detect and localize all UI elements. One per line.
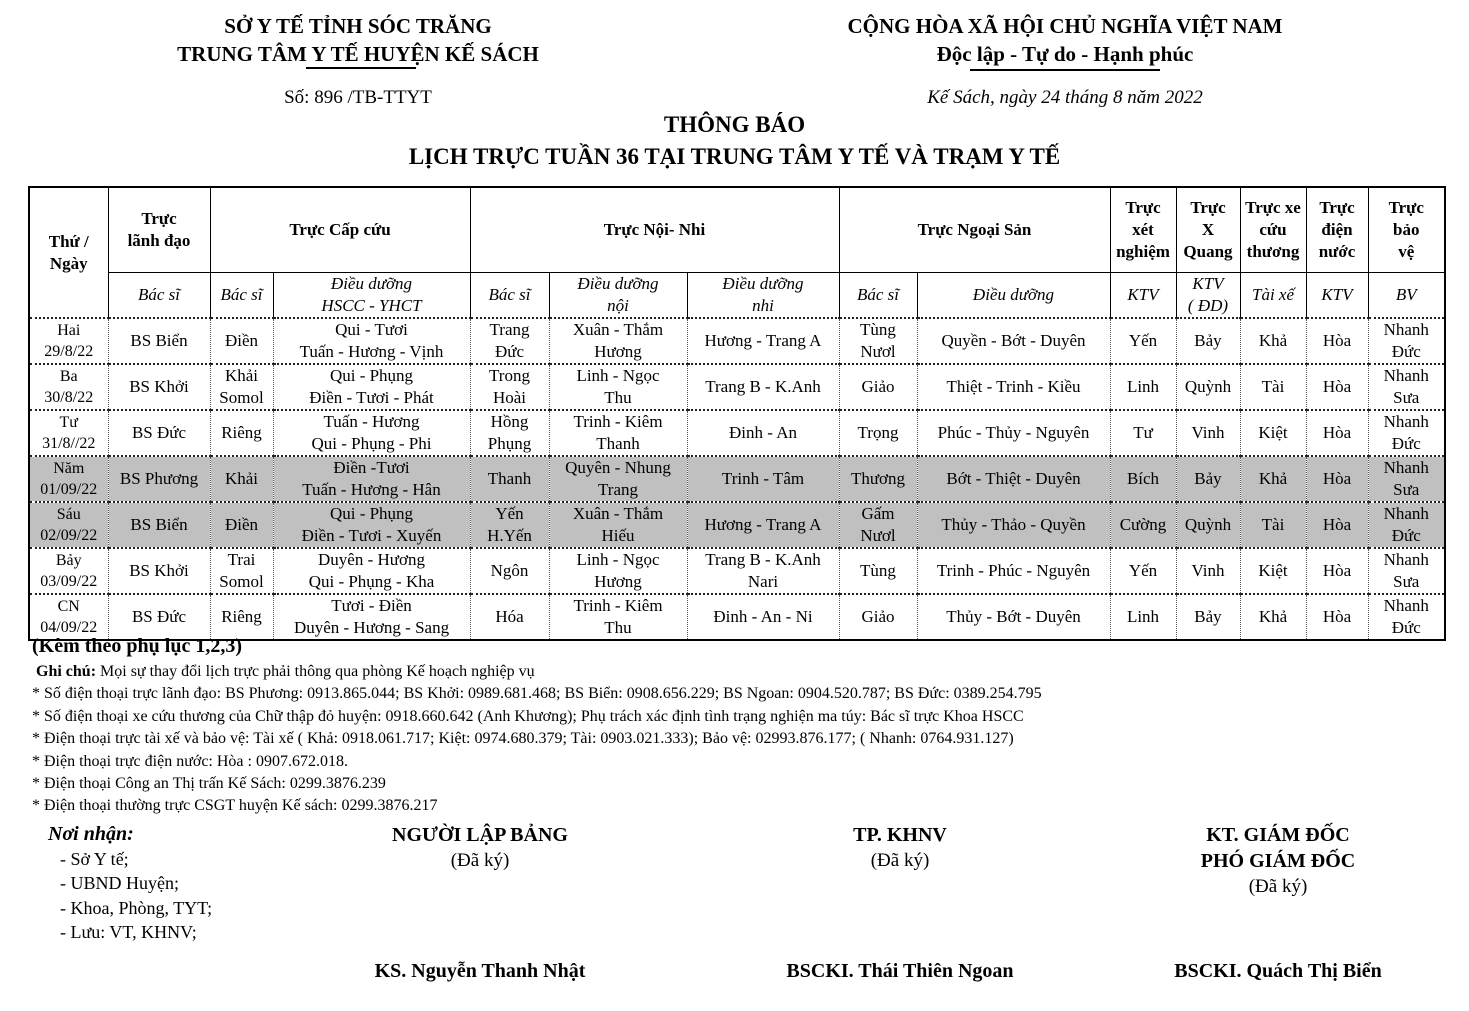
- signed-mark: (Đã ký): [450, 850, 510, 871]
- note-leader-phones: * Số điện thoại trực lãnh đạo: BS Phương: 0913.865.044; BS Khởi: 0989.681.468; BS Biển: 0908.656.229; BS Ngoan: 0904.520.787; BS Đức: 0389.254.795: [32, 685, 1042, 703]
- cell-driver: Tài: [1240, 364, 1306, 410]
- cell-surgery-nurses: Quyền - Bớt - Duyên: [917, 318, 1110, 364]
- col-day: Thứ / Ngày: [29, 187, 108, 318]
- cell-lab: Linh: [1110, 594, 1176, 640]
- cell-guard: Nhanh Sưa: [1368, 548, 1445, 594]
- cell-xray: Bảy: [1176, 456, 1240, 502]
- cell-leader: BS Khởi: [108, 548, 210, 594]
- cell-internal-nurses: Linh - Ngọc Hương: [549, 548, 687, 594]
- sub-utility-tech: KTV: [1306, 273, 1368, 319]
- cell-internal-doctor: Hồng Phụng: [470, 410, 549, 456]
- sub-leader-doctor: Bác sĩ: [108, 273, 210, 319]
- document-subtitle: LỊCH TRỰC TUẦN 36 TẠI TRUNG TÂM Y TẾ VÀ TRẠM Y TẾ: [408, 144, 1061, 169]
- col-internal-pediatric: Trực Nội- Nhi: [470, 187, 839, 273]
- note-label: Ghi chú:: [36, 663, 97, 680]
- cell-guard: Nhanh Sưa: [1368, 456, 1445, 502]
- table-body: [29, 318, 1445, 640]
- recipients-block: [48, 822, 212, 945]
- cell-emergency-doctor: Khải: [210, 456, 273, 502]
- cell-lab: Yến: [1110, 318, 1176, 364]
- cell-surgery-doctor: Giảo: [839, 594, 917, 640]
- cell-internal-nurses: Xuân - Thắm Hương: [549, 318, 687, 364]
- cell-internal-doctor: Yến H.Yến: [470, 502, 549, 548]
- cell-driver: Khả: [1240, 594, 1306, 640]
- cell-day: Bảy 03/09/22: [29, 548, 108, 594]
- note-general: [32, 661, 1042, 683]
- table-header: [29, 187, 1445, 318]
- cell-emergency-nurses: Duyên - Hương Qui - Phụng - Kha: [273, 548, 470, 594]
- cell-leader: BS Biển: [108, 502, 210, 548]
- cell-pediatric-nurses: Hương - Trang A: [687, 502, 839, 548]
- cell-day: CN 04/09/22: [29, 594, 108, 640]
- col-leader: Trực lãnh đạo: [108, 187, 210, 273]
- cell-emergency-nurses: Qui - Phụng Điền - Tươi - Xuyến: [273, 502, 470, 548]
- agency-parent: SỞ Y TẾ TỈNH SÓC TRĂNG: [224, 14, 492, 38]
- cell-surgery-nurses: Bớt - Thiệt - Duyên: [917, 456, 1110, 502]
- cell-pediatric-nurses: Đinh - An - Ni: [687, 594, 839, 640]
- table-row: [29, 318, 1445, 364]
- sub-lab-tech: KTV: [1110, 273, 1176, 319]
- sub-emergency-doctor: Bác sĩ: [210, 273, 273, 319]
- issuing-agency: [130, 12, 586, 68]
- note-ambulance-phone: * Số điện thoại xe cứu thương của Chữ thập đỏ huyện: 0918.660.642 (Anh Khương); Phụ trách xác định tình trạng nghiện ma túy: Bác sĩ trực Khoa HSCC: [32, 707, 1024, 725]
- note-text: Mọi sự thay đổi lịch trực phải thông qua phòng Kế hoạch nghiệp vụ: [96, 663, 535, 680]
- cell-pediatric-nurses: Trinh - Tâm: [687, 456, 839, 502]
- cell-driver: Khả: [1240, 456, 1306, 502]
- cell-driver: Khả: [1240, 318, 1306, 364]
- cell-utility: Hòa: [1306, 456, 1368, 502]
- cell-lab: Cường: [1110, 502, 1176, 548]
- cell-day: Tư 31/8//22: [29, 410, 108, 456]
- cell-lab: Yến: [1110, 548, 1176, 594]
- col-emergency: Trực Cấp cứu: [210, 187, 470, 273]
- cell-lab: Linh: [1110, 364, 1176, 410]
- cell-guard: Nhanh Đức: [1368, 318, 1445, 364]
- sub-surgery-doctor: Bác sĩ: [839, 273, 917, 319]
- signed-mark: (Đã ký): [870, 850, 930, 871]
- cell-driver: Tài: [1240, 502, 1306, 548]
- cell-leader: BS Khởi: [108, 364, 210, 410]
- cell-utility: Hòa: [1306, 410, 1368, 456]
- cell-day: Hai 29/8/22: [29, 318, 108, 364]
- cell-surgery-doctor: Gấm Nươl: [839, 502, 917, 548]
- signer-role: TP. KHNV: [853, 824, 947, 846]
- cell-leader: BS Phương: [108, 456, 210, 502]
- signer-name-khnv: BSCKI. Thái Thiên Ngoan: [786, 960, 1014, 982]
- cell-emergency-doctor: Điền: [210, 502, 273, 548]
- col-lab: Trực xét nghiệm: [1110, 187, 1176, 273]
- cell-day: Sáu 02/09/22: [29, 502, 108, 548]
- table-row: [29, 364, 1445, 410]
- cell-emergency-nurses: Qui - Phụng Điền - Tươi - Phát: [273, 364, 470, 410]
- cell-emergency-doctor: Trai Somol: [210, 548, 273, 594]
- cell-leader: BS Đức: [108, 594, 210, 640]
- cell-internal-doctor: Hóa: [470, 594, 549, 640]
- cell-internal-doctor: Trong Hoài: [470, 364, 549, 410]
- cell-guard: Nhanh Đức: [1368, 502, 1445, 548]
- cell-xray: Vinh: [1176, 410, 1240, 456]
- country-name: CỘNG HÒA XÃ HỘI CHỦ NGHĨA VIỆT NAM: [847, 14, 1283, 38]
- cell-xray: Quỳnh: [1176, 364, 1240, 410]
- cell-surgery-doctor: Thương: [839, 456, 917, 502]
- cell-emergency-nurses: Điền -Tươi Tuấn - Hương - Hân: [273, 456, 470, 502]
- cell-lab: Tư: [1110, 410, 1176, 456]
- cell-internal-nurses: Xuân - Thắm Hiếu: [549, 502, 687, 548]
- sub-guard: BV: [1368, 273, 1445, 319]
- signature-preparer: [330, 822, 630, 874]
- col-ambulance: Trực xe cứu thương: [1240, 187, 1306, 273]
- recipient-item: - Khoa, Phòng, TYT;: [60, 897, 213, 918]
- cell-leader: BS Đức: [108, 410, 210, 456]
- cell-day: Năm 01/09/22: [29, 456, 108, 502]
- cell-guard: Nhanh Đức: [1368, 594, 1445, 640]
- cell-utility: Hòa: [1306, 502, 1368, 548]
- cell-guard: Nhanh Đức: [1368, 410, 1445, 456]
- cell-surgery-doctor: Giảo: [839, 364, 917, 410]
- sub-internal-nurse: Điều dưỡng nội: [549, 273, 687, 319]
- cell-surgery-doctor: Tùng: [839, 548, 917, 594]
- cell-guard: Nhanh Sưa: [1368, 364, 1445, 410]
- note-traffic-police-phone: * Điện thoại thường trực CSGT huyện Kế sách: 0299.3876.217: [32, 797, 438, 815]
- cell-internal-nurses: Trinh - Kiêm Thu: [549, 594, 687, 640]
- signature-khnv: [750, 822, 1050, 874]
- cell-surgery-nurses: Phúc - Thủy - Nguyên: [917, 410, 1110, 456]
- table-row: [29, 456, 1445, 502]
- cell-day: Ba 30/8/22: [29, 364, 108, 410]
- signed-mark: (Đã ký): [1248, 876, 1308, 897]
- cell-pediatric-nurses: Trang B - K.Anh Nari: [687, 548, 839, 594]
- cell-emergency-doctor: Điền: [210, 318, 273, 364]
- agency-name: TRUNG TÂM Y TẾ HUYỆN KẾ SÁCH: [177, 42, 539, 66]
- signer-role-deputy: PHÓ GIÁM ĐỐC: [1200, 850, 1356, 872]
- cell-surgery-doctor: Tùng Nươl: [839, 318, 917, 364]
- recipient-item: - Lưu: VT, KHNV;: [60, 922, 197, 943]
- sub-driver: Tài xế: [1240, 273, 1306, 319]
- cell-emergency-doctor: Khải Somol: [210, 364, 273, 410]
- notes-block: [32, 661, 1042, 818]
- signer-name-director: BSCKI. Quách Thị Biển: [1174, 960, 1382, 982]
- cell-emergency-nurses: Tươi - Điền Duyên - Hương - Sang: [273, 594, 470, 640]
- cell-internal-nurses: Linh - Ngọc Thu: [549, 364, 687, 410]
- sub-xray-tech: KTV ( ĐD): [1176, 273, 1240, 319]
- note-police-phone: * Điện thoại Công an Thị trấn Kế Sách: 0299.3876.239: [32, 775, 386, 793]
- cell-utility: Hòa: [1306, 318, 1368, 364]
- recipient-item: - Sở Y tế;: [60, 848, 129, 869]
- recipients-title: Nơi nhận:: [48, 823, 134, 845]
- sub-pediatric-nurse: Điều dưỡng nhi: [687, 273, 839, 319]
- cell-pediatric-nurses: Trang B - K.Anh: [687, 364, 839, 410]
- annex-note: (Kèm theo phụ lục 1,2,3): [32, 635, 242, 657]
- table-row: [29, 548, 1445, 594]
- note-utility-phone: * Điện thoại trực điện nước: Hòa : 0907.672.018.: [32, 752, 348, 770]
- sub-internal-doctor: Bác sĩ: [470, 273, 549, 319]
- cell-surgery-nurses: Trinh - Phúc - Nguyên: [917, 548, 1110, 594]
- cell-leader: BS Biển: [108, 318, 210, 364]
- document-title: THÔNG BÁO: [663, 112, 806, 137]
- cell-internal-nurses: Quyên - Nhung Trang: [549, 456, 687, 502]
- table-row: [29, 594, 1445, 640]
- document-number: Số: 896 /TB-TTYT: [284, 87, 432, 108]
- cell-surgery-doctor: Trọng: [839, 410, 917, 456]
- sub-surgery-nurse: Điều dưỡng: [917, 273, 1110, 319]
- col-utility: Trực điện nước: [1306, 187, 1368, 273]
- signer-role: NGƯỜI LẬP BẢNG: [392, 824, 568, 846]
- national-motto: [780, 12, 1350, 68]
- cell-xray: Quỳnh: [1176, 502, 1240, 548]
- cell-surgery-nurses: Thủy - Bớt - Duyên: [917, 594, 1110, 640]
- cell-driver: Kiệt: [1240, 548, 1306, 594]
- cell-emergency-nurses: Tuấn - Hương Qui - Phụng - Phi: [273, 410, 470, 456]
- col-surgery-obstetrics: Trực Ngoại Sản: [839, 187, 1110, 273]
- recipient-item: - UBND Huyện;: [60, 873, 179, 894]
- cell-surgery-nurses: Thủy - Thảo - Quyền: [917, 502, 1110, 548]
- cell-internal-doctor: Ngôn: [470, 548, 549, 594]
- cell-driver: Kiệt: [1240, 410, 1306, 456]
- col-security: Trực bảo vệ: [1368, 187, 1445, 273]
- cell-pediatric-nurses: Hương - Trang A: [687, 318, 839, 364]
- cell-xray: Vinh: [1176, 548, 1240, 594]
- col-xray: Trực X Quang: [1176, 187, 1240, 273]
- table-row: [29, 502, 1445, 548]
- motto-underline: [970, 69, 1160, 71]
- cell-emergency-nurses: Qui - Tươi Tuấn - Hương - Vịnh: [273, 318, 470, 364]
- signature-director: [1128, 822, 1428, 900]
- cell-emergency-doctor: Riêng: [210, 594, 273, 640]
- agency-underline: [306, 67, 416, 69]
- table-row: [29, 410, 1445, 456]
- note-driver-guard-phones: * Điện thoại trực tài xế và bảo vệ: Tài xế ( Khả: 0918.061.717; Kiệt: 0974.680.379; Tài: 0903.021.333); Bảo vệ: 02993.876.177; ( Nhanh: 0764.931.127): [32, 730, 1014, 748]
- cell-pediatric-nurses: Đinh - An: [687, 410, 839, 456]
- cell-surgery-nurses: Thiệt - Trinh - Kiều: [917, 364, 1110, 410]
- place-date: Kế Sách, ngày 24 tháng 8 năm 2022: [927, 87, 1203, 108]
- cell-utility: Hòa: [1306, 548, 1368, 594]
- cell-xray: Bảy: [1176, 594, 1240, 640]
- sub-emergency-nurse: Điều dưỡng HSCC - YHCT: [273, 273, 470, 319]
- signer-role: KT. GIÁM ĐỐC: [1206, 824, 1350, 846]
- cell-internal-nurses: Trinh - Kiêm Thanh: [549, 410, 687, 456]
- motto: Độc lập - Tự do - Hạnh phúc: [936, 42, 1194, 66]
- cell-internal-doctor: Thanh: [470, 456, 549, 502]
- signer-name-preparer: KS. Nguyễn Thanh Nhật: [374, 960, 586, 982]
- cell-xray: Bảy: [1176, 318, 1240, 364]
- cell-utility: Hòa: [1306, 594, 1368, 640]
- cell-lab: Bích: [1110, 456, 1176, 502]
- cell-utility: Hòa: [1306, 364, 1368, 410]
- cell-internal-doctor: Trang Đức: [470, 318, 549, 364]
- cell-emergency-doctor: Riêng: [210, 410, 273, 456]
- duty-schedule-table: [28, 186, 1446, 641]
